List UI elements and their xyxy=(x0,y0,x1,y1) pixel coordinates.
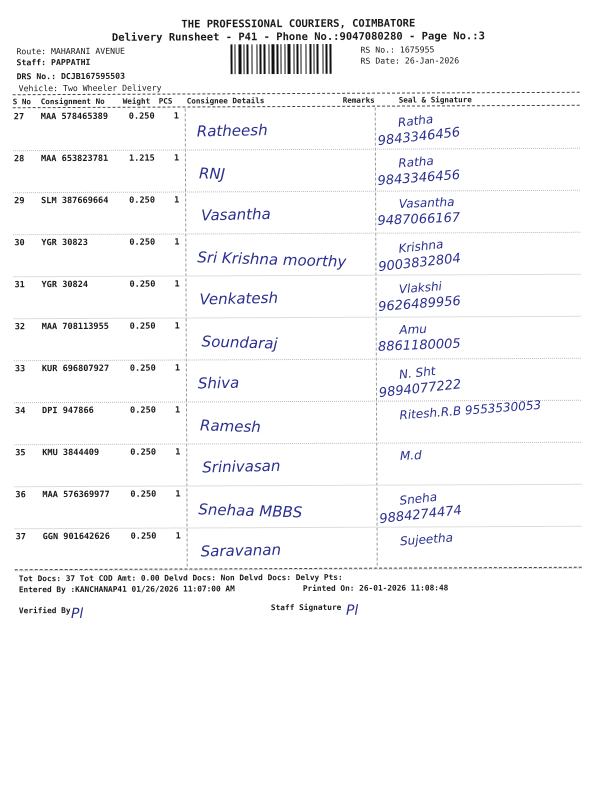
col-consignee: Consignee Details xyxy=(186,96,265,106)
consignee-handwriting: Sri Krishna moorthy xyxy=(197,248,347,271)
seal-signature-text: 9003832804 xyxy=(377,251,462,276)
staff: Staff: PAPPATHI xyxy=(16,56,91,68)
seal-signature-text: N. Sht xyxy=(398,363,437,382)
seal-signature-text: 9843346456 xyxy=(377,125,461,150)
row-weight: 0.250 xyxy=(130,447,157,458)
seal-signature-text: 9894077222 xyxy=(378,377,463,402)
consignee-handwriting: Venkatesh xyxy=(199,288,279,309)
company-name: THE PROFESSIONAL COURIERS, COIMBATORE xyxy=(181,17,416,31)
barcode-icon xyxy=(230,44,356,75)
row-sno: 35 xyxy=(15,448,26,459)
col-seal: Seal & Signature xyxy=(398,95,472,105)
verified-by: Verified By xyxy=(18,606,71,616)
row-separator xyxy=(13,274,580,277)
row-consignment: MAA 653823781 xyxy=(40,153,109,165)
row-consignment: GGN 901642626 xyxy=(42,531,110,543)
seal-signature-text: 9487066167 xyxy=(377,210,461,229)
rs-number: RS No.: 1675955 xyxy=(360,44,435,55)
consignee-handwriting: Vasantha xyxy=(200,204,271,225)
row-pcs: 1 xyxy=(175,405,181,416)
row-weight: 0.250 xyxy=(129,195,156,206)
row-weight: 0.250 xyxy=(130,489,157,500)
totals-line: Tot Docs: 37 Tot COD Amt: 0.00 Delvd Docs: Non Delvd Docs: Delvy Pts: xyxy=(18,572,343,584)
seal-signature-text: Ritesh.R.B 9553530053 xyxy=(398,397,542,423)
seal-signature-text: Sujeetha xyxy=(399,530,454,549)
col-weight: Weight xyxy=(122,96,151,106)
row-sno: 28 xyxy=(13,154,25,165)
staff-signature: Staff Signature xyxy=(270,602,342,613)
col-remarks: Remarks xyxy=(342,95,375,105)
row-separator xyxy=(13,148,580,151)
row-separator xyxy=(14,358,581,361)
seal-signature-text: Ratha xyxy=(397,153,435,171)
row-sno: 34 xyxy=(15,406,26,417)
entered-by: Entered By :KANCHANAP41 01/26/2026 11:07:00 AM xyxy=(18,584,235,595)
row-pcs: 1 xyxy=(174,237,180,248)
row-separator xyxy=(13,190,580,193)
seal-signature-text: Amu xyxy=(399,321,428,337)
runsheet-title: Delivery Runsheet - P41 - Phone No.:9047080280 - Page No.:3 xyxy=(111,30,485,44)
verified-by-initials: Pl xyxy=(70,605,84,623)
row-separator xyxy=(15,526,582,529)
row-weight: 0.250 xyxy=(129,237,156,248)
col-pcs: PCS xyxy=(158,96,173,106)
row-separator xyxy=(14,442,581,445)
consignee-handwriting: Snehaa MBBS xyxy=(198,500,303,522)
consignee-handwriting: RNJ xyxy=(198,164,226,184)
seal-signature-text: Krishna xyxy=(397,236,444,256)
seal-signature-text: 9626489956 xyxy=(377,293,462,315)
row-sno: 37 xyxy=(15,532,26,543)
row-consignment: KMU 3844409 xyxy=(42,447,100,459)
row-weight: 1.215 xyxy=(128,153,155,164)
row-consignment: MAA 576369977 xyxy=(42,489,110,501)
printed-on: Printed On: 26-01-2026 11:08:48 xyxy=(302,583,449,593)
col-sno: S No xyxy=(12,97,32,107)
row-pcs: 1 xyxy=(173,111,179,122)
row-consignment: YGR 30823 xyxy=(41,237,88,249)
consignee-handwriting: Shiva xyxy=(197,373,240,393)
row-weight: 0.250 xyxy=(130,405,156,416)
seal-signature-text: 9884274474 xyxy=(378,503,463,528)
row-weight: 0.250 xyxy=(129,321,156,332)
col-consignment: Consignment No xyxy=(40,96,105,107)
row-weight: 0.250 xyxy=(130,531,157,542)
row-separator xyxy=(13,232,580,235)
row-sno: 31 xyxy=(14,280,25,291)
row-weight: 0.250 xyxy=(129,363,156,374)
row-sno: 27 xyxy=(13,112,25,123)
row-consignment: MAA 578465389 xyxy=(40,111,109,123)
row-consignment: KUR 696807927 xyxy=(41,363,110,375)
row-pcs: 1 xyxy=(175,489,181,500)
seal-signature-text: Ratha xyxy=(397,111,434,130)
seal-signature-text: Sneha xyxy=(398,489,438,508)
drs-number: DRS No.: DCJB167595503 xyxy=(16,70,126,82)
row-sno: 33 xyxy=(14,364,26,375)
row-pcs: 1 xyxy=(174,321,180,332)
row-separator xyxy=(14,484,581,487)
vehicle: Vehicle: Two Wheeler Delivery xyxy=(18,82,162,94)
route: Route: MAHARANI AVENUE xyxy=(16,45,125,57)
row-sno: 29 xyxy=(14,196,25,207)
staff-signature-initials: Pl xyxy=(345,602,359,619)
consignee-handwriting: Srinivasan xyxy=(202,456,281,477)
consignee-divider xyxy=(185,108,188,566)
seal-signature-text: 9843346456 xyxy=(377,167,461,189)
row-pcs: 1 xyxy=(174,195,180,206)
seal-signature-text: 8861180005 xyxy=(377,336,461,355)
rs-date: RS Date: 26-Jan-2026 xyxy=(360,55,460,66)
row-pcs: 1 xyxy=(174,279,180,290)
row-pcs: 1 xyxy=(175,531,181,542)
row-pcs: 1 xyxy=(174,363,181,374)
consignee-handwriting: Ratheesh xyxy=(196,120,268,141)
row-separator xyxy=(14,400,581,403)
row-sno: 36 xyxy=(15,490,26,501)
seal-signature-text: M.d xyxy=(399,448,422,463)
row-weight: 0.250 xyxy=(129,279,156,290)
row-sno: 32 xyxy=(14,322,26,333)
row-consignment: MAA 708113955 xyxy=(41,321,109,333)
consignee-handwriting: Ramesh xyxy=(199,416,262,437)
row-weight: 0.250 xyxy=(128,111,155,122)
row-sno: 30 xyxy=(14,238,25,249)
seal-divider xyxy=(375,108,378,566)
seal-signature-text: Vasantha xyxy=(398,194,455,211)
consignee-handwriting: Soundaraj xyxy=(201,332,278,353)
row-consignment: DPI 947866 xyxy=(42,405,94,417)
row-pcs: 1 xyxy=(175,447,181,458)
row-separator xyxy=(14,316,581,319)
row-consignment: SLM 387669664 xyxy=(41,195,109,207)
seal-signature-text: Vlakshi xyxy=(398,279,443,297)
row-consignment: YGR 30824 xyxy=(41,279,89,291)
row-pcs: 1 xyxy=(173,153,180,164)
consignee-handwriting: Saravanan xyxy=(200,540,282,561)
